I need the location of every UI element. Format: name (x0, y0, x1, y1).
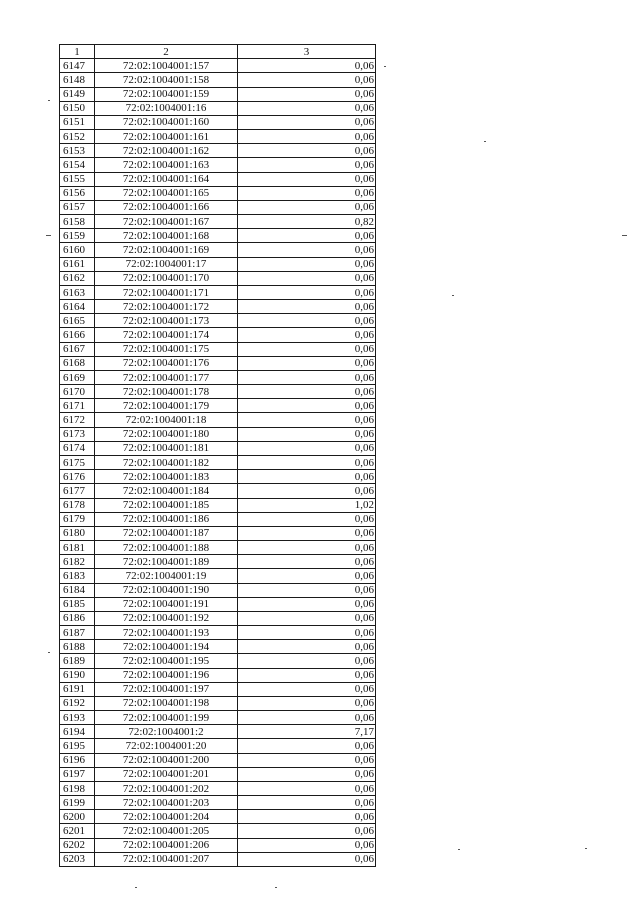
value-cell: 0,06 (238, 767, 376, 781)
row-number-cell: 6164 (60, 300, 95, 314)
cadastral-number-cell: 72:02:1004001:184 (95, 484, 238, 498)
cadastral-number-cell: 72:02:1004001:185 (95, 498, 238, 512)
value-cell: 0,06 (238, 200, 376, 214)
row-number-cell: 6191 (60, 682, 95, 696)
scan-speck (585, 848, 587, 849)
value-cell: 0,06 (238, 172, 376, 186)
cadastral-number-cell: 72:02:1004001:186 (95, 512, 238, 526)
cadastral-number-cell: 72:02:1004001:19 (95, 569, 238, 583)
cadastral-number-cell: 72:02:1004001:182 (95, 455, 238, 469)
row-number-cell: 6158 (60, 215, 95, 229)
value-cell: 0,06 (238, 541, 376, 555)
row-number-cell: 6179 (60, 512, 95, 526)
cadastral-number-cell: 72:02:1004001:162 (95, 144, 238, 158)
row-number-cell: 6151 (60, 115, 95, 129)
row-number-cell: 6169 (60, 370, 95, 384)
value-cell: 0,06 (238, 87, 376, 101)
table-row (60, 243, 376, 257)
row-number-cell: 6173 (60, 427, 95, 441)
table-row (60, 413, 376, 427)
table-row (60, 696, 376, 710)
table-row (60, 555, 376, 569)
value-cell: 0,06 (238, 441, 376, 455)
value-cell: 0,06 (238, 555, 376, 569)
table-row (60, 711, 376, 725)
table-row (60, 569, 376, 583)
row-number-cell: 6180 (60, 526, 95, 540)
cadastral-number-cell: 72:02:1004001:205 (95, 824, 238, 838)
value-cell: 0,06 (238, 427, 376, 441)
scan-speck (135, 887, 137, 888)
cadastral-number-cell: 72:02:1004001:189 (95, 555, 238, 569)
row-number-cell: 6168 (60, 356, 95, 370)
row-number-cell: 6195 (60, 739, 95, 753)
table-row (60, 838, 376, 852)
value-cell: 0,06 (238, 810, 376, 824)
cadastral-number-cell: 72:02:1004001:175 (95, 342, 238, 356)
scan-speck (452, 295, 454, 296)
table-row (60, 101, 376, 115)
row-number-cell: 6189 (60, 654, 95, 668)
table-row (60, 498, 376, 512)
value-cell: 0,06 (238, 796, 376, 810)
value-cell: 0,06 (238, 824, 376, 838)
cadastral-number-cell: 72:02:1004001:20 (95, 739, 238, 753)
value-cell: 0,06 (238, 470, 376, 484)
cadastral-number-cell: 72:02:1004001:165 (95, 186, 238, 200)
value-cell: 7,17 (238, 725, 376, 739)
data-table (59, 44, 376, 867)
value-cell: 0,06 (238, 342, 376, 356)
value-cell: 0,06 (238, 455, 376, 469)
cadastral-number-cell: 72:02:1004001:17 (95, 257, 238, 271)
cadastral-number-cell: 72:02:1004001:191 (95, 597, 238, 611)
cadastral-number-cell: 72:02:1004001:190 (95, 583, 238, 597)
row-number-cell: 6203 (60, 852, 95, 866)
cadastral-number-cell: 72:02:1004001:179 (95, 399, 238, 413)
value-cell: 0,06 (238, 59, 376, 73)
row-number-cell: 6177 (60, 484, 95, 498)
table-row (60, 725, 376, 739)
table-row (60, 328, 376, 342)
row-number-cell: 6156 (60, 186, 95, 200)
value-cell: 0,06 (238, 852, 376, 866)
scan-speck (384, 66, 386, 67)
value-cell: 0,06 (238, 370, 376, 384)
table-row (60, 767, 376, 781)
row-number-cell: 6154 (60, 158, 95, 172)
row-number-cell: 6199 (60, 796, 95, 810)
cadastral-number-cell: 72:02:1004001:159 (95, 87, 238, 101)
table-row (60, 668, 376, 682)
value-cell: 0,06 (238, 611, 376, 625)
value-cell: 0,06 (238, 243, 376, 257)
row-number-cell: 6148 (60, 73, 95, 87)
row-number-cell: 6193 (60, 711, 95, 725)
cadastral-number-cell: 72:02:1004001:201 (95, 767, 238, 781)
row-number-cell: 6161 (60, 257, 95, 271)
row-number-cell: 6172 (60, 413, 95, 427)
table-row (60, 427, 376, 441)
row-number-cell: 6162 (60, 271, 95, 285)
table-row (60, 526, 376, 540)
scan-speck (46, 235, 51, 236)
cadastral-number-cell: 72:02:1004001:195 (95, 654, 238, 668)
cadastral-number-cell: 72:02:1004001:172 (95, 300, 238, 314)
table-row (60, 682, 376, 696)
column-header-2: 2 (95, 45, 238, 59)
row-number-cell: 6170 (60, 385, 95, 399)
row-number-cell: 6166 (60, 328, 95, 342)
row-number-cell: 6198 (60, 781, 95, 795)
cadastral-number-cell: 72:02:1004001:176 (95, 356, 238, 370)
header-row (60, 45, 376, 59)
value-cell: 0,06 (238, 739, 376, 753)
scan-speck (275, 887, 277, 888)
cadastral-number-cell: 72:02:1004001:2 (95, 725, 238, 739)
table-row (60, 597, 376, 611)
value-cell: 0,06 (238, 285, 376, 299)
row-number-cell: 6176 (60, 470, 95, 484)
row-number-cell: 6183 (60, 569, 95, 583)
table-row (60, 87, 376, 101)
cadastral-number-cell: 72:02:1004001:192 (95, 611, 238, 625)
value-cell: 0,06 (238, 838, 376, 852)
cadastral-number-cell: 72:02:1004001:173 (95, 314, 238, 328)
row-number-cell: 6190 (60, 668, 95, 682)
value-cell: 0,06 (238, 271, 376, 285)
value-cell: 0,06 (238, 597, 376, 611)
table-row (60, 300, 376, 314)
value-cell: 0,82 (238, 215, 376, 229)
value-cell: 0,06 (238, 696, 376, 710)
table-row (60, 611, 376, 625)
table-row (60, 541, 376, 555)
table-row (60, 512, 376, 526)
cadastral-number-cell: 72:02:1004001:171 (95, 285, 238, 299)
row-number-cell: 6167 (60, 342, 95, 356)
value-cell: 0,06 (238, 229, 376, 243)
scan-speck (48, 652, 50, 653)
value-cell: 0,06 (238, 413, 376, 427)
row-number-cell: 6181 (60, 541, 95, 555)
table-row (60, 285, 376, 299)
row-number-cell: 6182 (60, 555, 95, 569)
row-number-cell: 6197 (60, 767, 95, 781)
value-cell: 0,06 (238, 484, 376, 498)
cadastral-number-cell: 72:02:1004001:180 (95, 427, 238, 441)
row-number-cell: 6185 (60, 597, 95, 611)
row-number-cell: 6159 (60, 229, 95, 243)
value-cell: 1,02 (238, 498, 376, 512)
value-cell: 0,06 (238, 711, 376, 725)
row-number-cell: 6184 (60, 583, 95, 597)
value-cell: 0,06 (238, 130, 376, 144)
cadastral-number-cell: 72:02:1004001:164 (95, 172, 238, 186)
cadastral-number-cell: 72:02:1004001:193 (95, 626, 238, 640)
table-row (60, 654, 376, 668)
table-row (60, 59, 376, 73)
table-row (60, 314, 376, 328)
table-row (60, 796, 376, 810)
row-number-cell: 6196 (60, 753, 95, 767)
value-cell: 0,06 (238, 314, 376, 328)
cadastral-number-cell: 72:02:1004001:167 (95, 215, 238, 229)
column-header-3: 3 (238, 45, 376, 59)
cadastral-number-cell: 72:02:1004001:188 (95, 541, 238, 555)
cadastral-number-cell: 72:02:1004001:199 (95, 711, 238, 725)
row-number-cell: 6150 (60, 101, 95, 115)
scan-speck (622, 235, 627, 236)
scan-speck (48, 100, 50, 101)
row-number-cell: 6186 (60, 611, 95, 625)
table-row (60, 215, 376, 229)
value-cell: 0,06 (238, 73, 376, 87)
table-row (60, 172, 376, 186)
cadastral-number-cell: 72:02:1004001:204 (95, 810, 238, 824)
table-row (60, 158, 376, 172)
table-row (60, 852, 376, 866)
cadastral-number-cell: 72:02:1004001:183 (95, 470, 238, 484)
value-cell: 0,06 (238, 115, 376, 129)
cadastral-number-cell: 72:02:1004001:157 (95, 59, 238, 73)
table-row (60, 144, 376, 158)
value-cell: 0,06 (238, 668, 376, 682)
cadastral-number-cell: 72:02:1004001:18 (95, 413, 238, 427)
table-row (60, 186, 376, 200)
table-row (60, 385, 376, 399)
table-row (60, 470, 376, 484)
cadastral-number-cell: 72:02:1004001:200 (95, 753, 238, 767)
row-number-cell: 6202 (60, 838, 95, 852)
value-cell: 0,06 (238, 569, 376, 583)
table-row (60, 810, 376, 824)
table-header (60, 45, 376, 59)
value-cell: 0,06 (238, 144, 376, 158)
cadastral-number-cell: 72:02:1004001:203 (95, 796, 238, 810)
column-header-1: 1 (60, 45, 95, 59)
value-cell: 0,06 (238, 626, 376, 640)
value-cell: 0,06 (238, 512, 376, 526)
value-cell: 0,06 (238, 328, 376, 342)
table-row (60, 399, 376, 413)
row-number-cell: 6200 (60, 810, 95, 824)
cadastral-number-cell: 72:02:1004001:170 (95, 271, 238, 285)
table-row (60, 257, 376, 271)
row-number-cell: 6194 (60, 725, 95, 739)
row-number-cell: 6147 (60, 59, 95, 73)
table-row (60, 356, 376, 370)
value-cell: 0,06 (238, 526, 376, 540)
table-row (60, 640, 376, 654)
table-row (60, 441, 376, 455)
row-number-cell: 6149 (60, 87, 95, 101)
table-body (60, 59, 376, 867)
cadastral-number-cell: 72:02:1004001:187 (95, 526, 238, 540)
row-number-cell: 6201 (60, 824, 95, 838)
table-row (60, 130, 376, 144)
table-row (60, 200, 376, 214)
cadastral-number-cell: 72:02:1004001:202 (95, 781, 238, 795)
value-cell: 0,06 (238, 583, 376, 597)
cadastral-number-cell: 72:02:1004001:181 (95, 441, 238, 455)
value-cell: 0,06 (238, 158, 376, 172)
scan-speck (484, 141, 486, 142)
cadastral-number-cell: 72:02:1004001:166 (95, 200, 238, 214)
value-cell: 0,06 (238, 640, 376, 654)
value-cell: 0,06 (238, 682, 376, 696)
cadastral-number-cell: 72:02:1004001:158 (95, 73, 238, 87)
value-cell: 0,06 (238, 101, 376, 115)
row-number-cell: 6188 (60, 640, 95, 654)
table-row (60, 626, 376, 640)
table-row (60, 229, 376, 243)
table-row (60, 370, 376, 384)
table-row (60, 824, 376, 838)
row-number-cell: 6187 (60, 626, 95, 640)
value-cell: 0,06 (238, 385, 376, 399)
table-row (60, 455, 376, 469)
table-row (60, 739, 376, 753)
scan-speck (458, 849, 460, 850)
cadastral-number-cell: 72:02:1004001:206 (95, 838, 238, 852)
row-number-cell: 6152 (60, 130, 95, 144)
table-row (60, 753, 376, 767)
row-number-cell: 6165 (60, 314, 95, 328)
cadastral-number-cell: 72:02:1004001:177 (95, 370, 238, 384)
row-number-cell: 6178 (60, 498, 95, 512)
value-cell: 0,06 (238, 399, 376, 413)
value-cell: 0,06 (238, 654, 376, 668)
row-number-cell: 6153 (60, 144, 95, 158)
value-cell: 0,06 (238, 356, 376, 370)
table-row (60, 271, 376, 285)
row-number-cell: 6174 (60, 441, 95, 455)
cadastral-number-cell: 72:02:1004001:198 (95, 696, 238, 710)
cadastral-number-cell: 72:02:1004001:163 (95, 158, 238, 172)
value-cell: 0,06 (238, 300, 376, 314)
table-row (60, 115, 376, 129)
table-row (60, 484, 376, 498)
row-number-cell: 6155 (60, 172, 95, 186)
cadastral-number-cell: 72:02:1004001:197 (95, 682, 238, 696)
row-number-cell: 6171 (60, 399, 95, 413)
cadastral-number-cell: 72:02:1004001:207 (95, 852, 238, 866)
table-row (60, 73, 376, 87)
value-cell: 0,06 (238, 781, 376, 795)
cadastral-number-cell: 72:02:1004001:169 (95, 243, 238, 257)
row-number-cell: 6160 (60, 243, 95, 257)
table-row (60, 583, 376, 597)
cadastral-number-cell: 72:02:1004001:194 (95, 640, 238, 654)
cadastral-number-cell: 72:02:1004001:161 (95, 130, 238, 144)
cadastral-number-cell: 72:02:1004001:196 (95, 668, 238, 682)
value-cell: 0,06 (238, 186, 376, 200)
cadastral-number-cell: 72:02:1004001:178 (95, 385, 238, 399)
table-row (60, 781, 376, 795)
row-number-cell: 6175 (60, 455, 95, 469)
row-number-cell: 6163 (60, 285, 95, 299)
cadastral-number-cell: 72:02:1004001:174 (95, 328, 238, 342)
row-number-cell: 6192 (60, 696, 95, 710)
cadastral-number-cell: 72:02:1004001:16 (95, 101, 238, 115)
cadastral-number-cell: 72:02:1004001:168 (95, 229, 238, 243)
table-row (60, 342, 376, 356)
value-cell: 0,06 (238, 257, 376, 271)
value-cell: 0,06 (238, 753, 376, 767)
cadastral-number-cell: 72:02:1004001:160 (95, 115, 238, 129)
row-number-cell: 6157 (60, 200, 95, 214)
